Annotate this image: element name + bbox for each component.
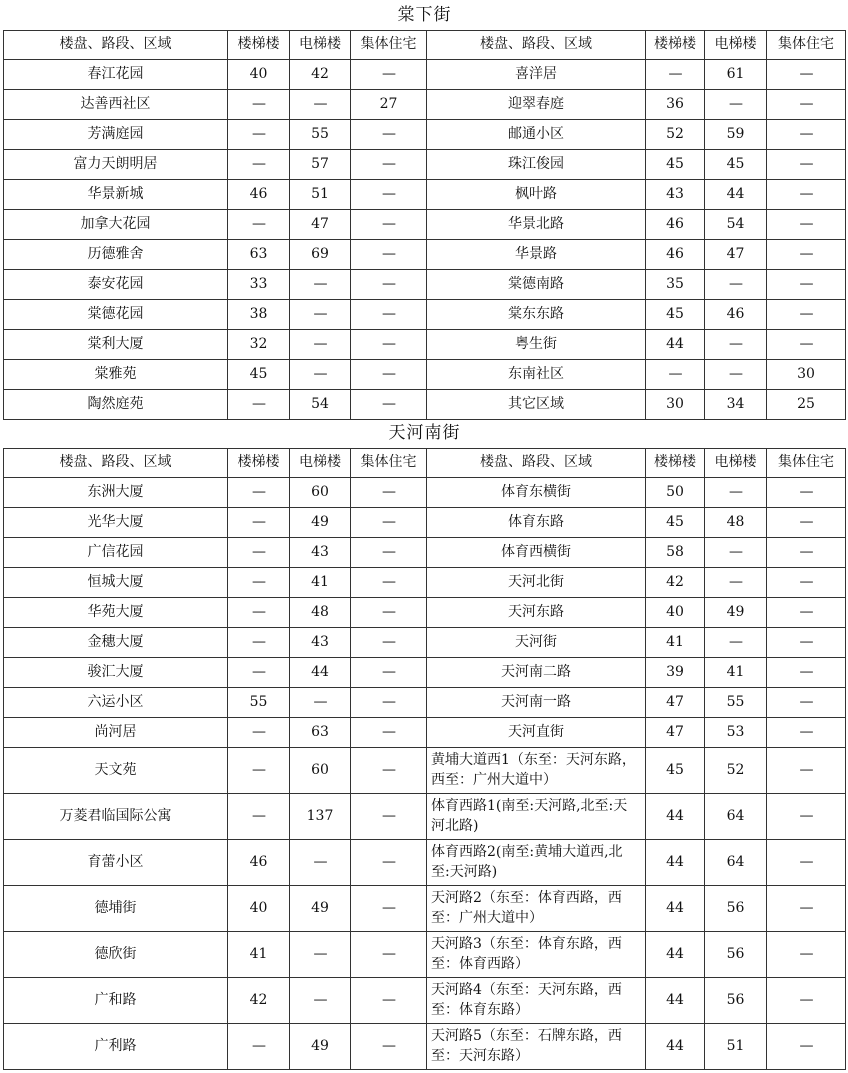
table-row [4,269,846,299]
cell-name-left: 棠利大厦 [4,329,228,359]
cell-collective-right: — [767,537,846,567]
cell-name-right: 迎翠春庭 [427,89,646,119]
table-row [4,747,846,793]
cell-stair-right: 35 [646,269,705,299]
cell-collective-left: — [351,977,427,1023]
table-row [4,537,846,567]
table-row [4,885,846,931]
cell-elevator-left: — [290,359,351,389]
cell-name-left: 天文苑 [4,747,228,793]
cell-name-right: 体育东横街 [427,477,646,507]
price-sheet [3,1,845,1070]
cell-collective-left: — [351,931,427,977]
cell-stair-left: 40 [228,59,290,89]
cell-stair-left: 32 [228,329,290,359]
cell-elevator-left: 51 [290,179,351,209]
cell-elevator-left: 43 [290,537,351,567]
cell-elevator-right: — [705,477,767,507]
cell-collective-left: — [351,507,427,537]
cell-elevator-left: 60 [290,477,351,507]
cell-stair-left: — [228,119,290,149]
cell-stair-left: 55 [228,687,290,717]
cell-collective-right: — [767,885,846,931]
cell-name-right: 天河路5（东至：石牌东路，西至：天河东路） [427,1023,646,1069]
cell-stair-left: — [228,597,290,627]
cell-elevator-right: — [705,359,767,389]
cell-stair-left: — [228,793,290,839]
cell-stair-left: — [228,389,290,419]
cell-collective-right: — [767,567,846,597]
cell-collective-right: — [767,747,846,793]
cell-collective-left: — [351,359,427,389]
cell-name-right: 东南社区 [427,359,646,389]
cell-collective-left: — [351,1023,427,1069]
cell-elevator-right: 45 [705,149,767,179]
cell-name-left: 历德雅舍 [4,239,228,269]
cell-collective-right: — [767,59,846,89]
cell-stair-right: 52 [646,119,705,149]
cell-collective-right: 30 [767,359,846,389]
cell-stair-left: 46 [228,839,290,885]
table-row [4,359,846,389]
cell-stair-right: 47 [646,687,705,717]
cell-stair-left: 63 [228,239,290,269]
cell-name-left: 广和路 [4,977,228,1023]
cell-elevator-left: 49 [290,885,351,931]
cell-collective-left: — [351,537,427,567]
section-title-row [4,419,846,448]
cell-stair-right: 42 [646,567,705,597]
cell-collective-left: — [351,59,427,89]
cell-stair-left: — [228,477,290,507]
cell-stair-right: 45 [646,299,705,329]
cell-stair-right: 36 [646,89,705,119]
column-header-name-right: 楼盘、路段、区域 [427,30,646,59]
cell-elevator-right: — [705,567,767,597]
cell-stair-right: 45 [646,149,705,179]
cell-name-left: 育蕾小区 [4,839,228,885]
cell-collective-left: — [351,149,427,179]
cell-stair-right: 44 [646,793,705,839]
table-row [4,89,846,119]
cell-collective-right: 25 [767,389,846,419]
cell-collective-left: — [351,597,427,627]
cell-collective-right: — [767,507,846,537]
cell-stair-left: 46 [228,179,290,209]
table-row [4,477,846,507]
cell-collective-left: — [351,269,427,299]
cell-stair-right: 44 [646,885,705,931]
cell-stair-right: 39 [646,657,705,687]
cell-name-right: 天河南二路 [427,657,646,687]
table-row [4,977,846,1023]
column-header-stair-left: 楼梯楼 [228,30,290,59]
cell-elevator-left: 42 [290,59,351,89]
cell-collective-right: — [767,977,846,1023]
cell-name-right: 天河东路 [427,597,646,627]
cell-elevator-right: 61 [705,59,767,89]
cell-stair-right: 58 [646,537,705,567]
cell-stair-left: 40 [228,885,290,931]
cell-elevator-left: 43 [290,627,351,657]
cell-collective-right: — [767,119,846,149]
table-row [4,627,846,657]
cell-collective-left: 27 [351,89,427,119]
column-header-elevator-right: 电梯楼 [705,448,767,477]
cell-name-left: 陶然庭苑 [4,389,228,419]
cell-elevator-left: — [290,299,351,329]
cell-collective-left: — [351,627,427,657]
cell-collective-right: — [767,149,846,179]
cell-name-left: 华景新城 [4,179,228,209]
cell-collective-right: — [767,89,846,119]
cell-elevator-left: 41 [290,567,351,597]
price-table [3,1,846,1070]
cell-elevator-left: — [290,931,351,977]
cell-stair-left: 41 [228,931,290,977]
cell-elevator-right: — [705,537,767,567]
cell-collective-left: — [351,747,427,793]
cell-name-right: 邮通小区 [427,119,646,149]
cell-elevator-left: — [290,269,351,299]
table-row [4,839,846,885]
cell-collective-left: — [351,329,427,359]
cell-elevator-left: 57 [290,149,351,179]
table-row [4,567,846,597]
cell-elevator-left: — [290,89,351,119]
cell-elevator-right: — [705,329,767,359]
cell-stair-right: 44 [646,329,705,359]
table-row [4,149,846,179]
cell-stair-right: 46 [646,239,705,269]
table-row [4,793,846,839]
table-row [4,657,846,687]
cell-stair-right: — [646,59,705,89]
cell-name-right: 棠东东路 [427,299,646,329]
cell-elevator-left: 49 [290,507,351,537]
table-row [4,119,846,149]
cell-stair-right: 45 [646,747,705,793]
cell-elevator-right: 46 [705,299,767,329]
column-header-name-left: 楼盘、路段、区域 [4,30,228,59]
cell-name-right: 体育西路2(南至:黄埔大道西,北至:天河路) [427,839,646,885]
cell-stair-right: 44 [646,931,705,977]
cell-elevator-right: — [705,269,767,299]
cell-name-left: 春江花园 [4,59,228,89]
cell-collective-left: — [351,793,427,839]
column-header-stair-right: 楼梯楼 [646,30,705,59]
cell-collective-left: — [351,179,427,209]
cell-collective-right: — [767,209,846,239]
cell-elevator-right: 52 [705,747,767,793]
cell-name-right: 天河直街 [427,717,646,747]
table-row [4,209,846,239]
cell-elevator-right: 44 [705,179,767,209]
column-header-row [4,30,846,59]
cell-collective-right: — [767,1023,846,1069]
cell-stair-left: — [228,747,290,793]
cell-name-left: 达善西社区 [4,89,228,119]
cell-elevator-left: 60 [290,747,351,793]
cell-stair-right: 44 [646,839,705,885]
section-title-row [4,1,846,30]
cell-elevator-right: 64 [705,839,767,885]
cell-elevator-right: — [705,89,767,119]
cell-stair-right: — [646,359,705,389]
cell-stair-right: 40 [646,597,705,627]
cell-elevator-right: 47 [705,239,767,269]
cell-elevator-left: 47 [290,209,351,239]
cell-name-left: 华苑大厦 [4,597,228,627]
table-row [4,179,846,209]
cell-stair-left: — [228,627,290,657]
cell-name-right: 天河路4（东至：天河东路，西至：体育东路） [427,977,646,1023]
cell-elevator-right: 51 [705,1023,767,1069]
cell-stair-left: — [228,657,290,687]
cell-elevator-right: 41 [705,657,767,687]
cell-elevator-left: 48 [290,597,351,627]
cell-name-right: 华景北路 [427,209,646,239]
cell-stair-left: 38 [228,299,290,329]
cell-name-left: 泰安花园 [4,269,228,299]
cell-stair-right: 47 [646,717,705,747]
cell-collective-left: — [351,239,427,269]
cell-stair-left: 33 [228,269,290,299]
cell-stair-left: — [228,537,290,567]
cell-elevator-left: 49 [290,1023,351,1069]
cell-name-right: 黄埔大道西1（东至：天河东路，西至：广州大道中） [427,747,646,793]
cell-stair-left: 45 [228,359,290,389]
cell-name-right: 棠德南路 [427,269,646,299]
cell-collective-right: — [767,299,846,329]
cell-stair-left: — [228,717,290,747]
cell-elevator-left: 137 [290,793,351,839]
cell-stair-right: 44 [646,977,705,1023]
cell-name-left: 光华大厦 [4,507,228,537]
section-title: 棠下街 [4,1,846,30]
cell-name-right: 天河南一路 [427,687,646,717]
cell-elevator-right: 56 [705,931,767,977]
cell-elevator-right: 59 [705,119,767,149]
table-row [4,329,846,359]
column-header-stair-right: 楼梯楼 [646,448,705,477]
column-header-elevator-left: 电梯楼 [290,448,351,477]
cell-elevator-right: 49 [705,597,767,627]
cell-name-left: 万菱君临国际公寓 [4,793,228,839]
cell-stair-right: 44 [646,1023,705,1069]
cell-collective-right: — [767,597,846,627]
cell-stair-left: — [228,567,290,597]
cell-name-right: 珠江俊园 [427,149,646,179]
cell-collective-right: — [767,627,846,657]
column-header-name-right: 楼盘、路段、区域 [427,448,646,477]
column-header-collective-left: 集体住宅 [351,30,427,59]
column-header-row [4,448,846,477]
cell-elevator-right: — [705,627,767,657]
cell-name-right: 粤生街 [427,329,646,359]
cell-elevator-right: 48 [705,507,767,537]
cell-stair-left: — [228,1023,290,1069]
column-header-elevator-left: 电梯楼 [290,30,351,59]
cell-name-left: 德欣街 [4,931,228,977]
cell-name-left: 东洲大厦 [4,477,228,507]
table-row [4,239,846,269]
cell-collective-left: — [351,119,427,149]
cell-name-right: 喜洋居 [427,59,646,89]
cell-name-left: 富力天朗明居 [4,149,228,179]
cell-stair-right: 45 [646,507,705,537]
table-row [4,687,846,717]
cell-stair-right: 41 [646,627,705,657]
cell-elevator-left: — [290,687,351,717]
cell-collective-right: — [767,477,846,507]
cell-collective-left: — [351,299,427,329]
cell-collective-right: — [767,839,846,885]
cell-elevator-left: 55 [290,119,351,149]
cell-name-right: 其它区域 [427,389,646,419]
cell-collective-right: — [767,269,846,299]
cell-elevator-left: 69 [290,239,351,269]
cell-stair-left: 42 [228,977,290,1023]
column-header-stair-left: 楼梯楼 [228,448,290,477]
table-row [4,1023,846,1069]
cell-name-left: 金穗大厦 [4,627,228,657]
cell-collective-left: — [351,839,427,885]
cell-name-left: 广利路 [4,1023,228,1069]
table-row [4,597,846,627]
cell-collective-left: — [351,209,427,239]
cell-name-left: 六运小区 [4,687,228,717]
table-row [4,299,846,329]
cell-collective-left: — [351,657,427,687]
cell-elevator-right: 56 [705,885,767,931]
cell-collective-left: — [351,477,427,507]
cell-name-right: 天河路2（东至：体育西路，西至：广州大道中） [427,885,646,931]
cell-collective-left: — [351,687,427,717]
column-header-collective-left: 集体住宅 [351,448,427,477]
cell-elevator-right: 56 [705,977,767,1023]
cell-name-left: 尚河居 [4,717,228,747]
cell-name-left: 棠雅苑 [4,359,228,389]
column-header-collective-right: 集体住宅 [767,30,846,59]
cell-collective-right: — [767,179,846,209]
cell-name-left: 骏汇大厦 [4,657,228,687]
cell-stair-left: — [228,89,290,119]
cell-elevator-right: 64 [705,793,767,839]
cell-name-right: 天河北街 [427,567,646,597]
cell-collective-left: — [351,885,427,931]
cell-elevator-left: 44 [290,657,351,687]
cell-name-left: 恒城大厦 [4,567,228,597]
cell-collective-right: — [767,717,846,747]
cell-stair-right: 46 [646,209,705,239]
cell-stair-right: 30 [646,389,705,419]
cell-collective-right: — [767,329,846,359]
cell-elevator-left: — [290,839,351,885]
cell-elevator-right: 53 [705,717,767,747]
cell-elevator-left: 63 [290,717,351,747]
cell-elevator-right: 54 [705,209,767,239]
cell-collective-right: — [767,793,846,839]
cell-name-left: 棠德花园 [4,299,228,329]
cell-name-left: 芳满庭园 [4,119,228,149]
cell-collective-left: — [351,717,427,747]
column-header-collective-right: 集体住宅 [767,448,846,477]
cell-name-right: 枫叶路 [427,179,646,209]
table-row [4,931,846,977]
table-row [4,389,846,419]
cell-name-right: 体育西路1(南至:天河路,北至:天河北路) [427,793,646,839]
cell-name-right: 体育东路 [427,507,646,537]
table-row [4,717,846,747]
cell-stair-right: 50 [646,477,705,507]
column-header-name-left: 楼盘、路段、区域 [4,448,228,477]
cell-name-right: 天河街 [427,627,646,657]
cell-collective-right: — [767,931,846,977]
cell-collective-left: — [351,567,427,597]
cell-stair-left: — [228,209,290,239]
table-row [4,59,846,89]
cell-elevator-left: 54 [290,389,351,419]
cell-name-right: 华景路 [427,239,646,269]
table-row [4,507,846,537]
cell-name-left: 德埔街 [4,885,228,931]
cell-stair-left: — [228,149,290,179]
cell-elevator-left: — [290,329,351,359]
cell-collective-left: — [351,389,427,419]
column-header-elevator-right: 电梯楼 [705,30,767,59]
cell-collective-right: — [767,657,846,687]
cell-collective-right: — [767,687,846,717]
cell-name-right: 天河路3（东至：体育东路，西至：体育西路） [427,931,646,977]
cell-stair-right: 43 [646,179,705,209]
cell-name-left: 加拿大花园 [4,209,228,239]
cell-name-right: 体育西横街 [427,537,646,567]
cell-name-left: 广信花园 [4,537,228,567]
cell-stair-left: — [228,507,290,537]
cell-elevator-left: — [290,977,351,1023]
cell-elevator-right: 34 [705,389,767,419]
cell-collective-right: — [767,239,846,269]
cell-elevator-right: 55 [705,687,767,717]
section-title: 天河南街 [4,419,846,448]
